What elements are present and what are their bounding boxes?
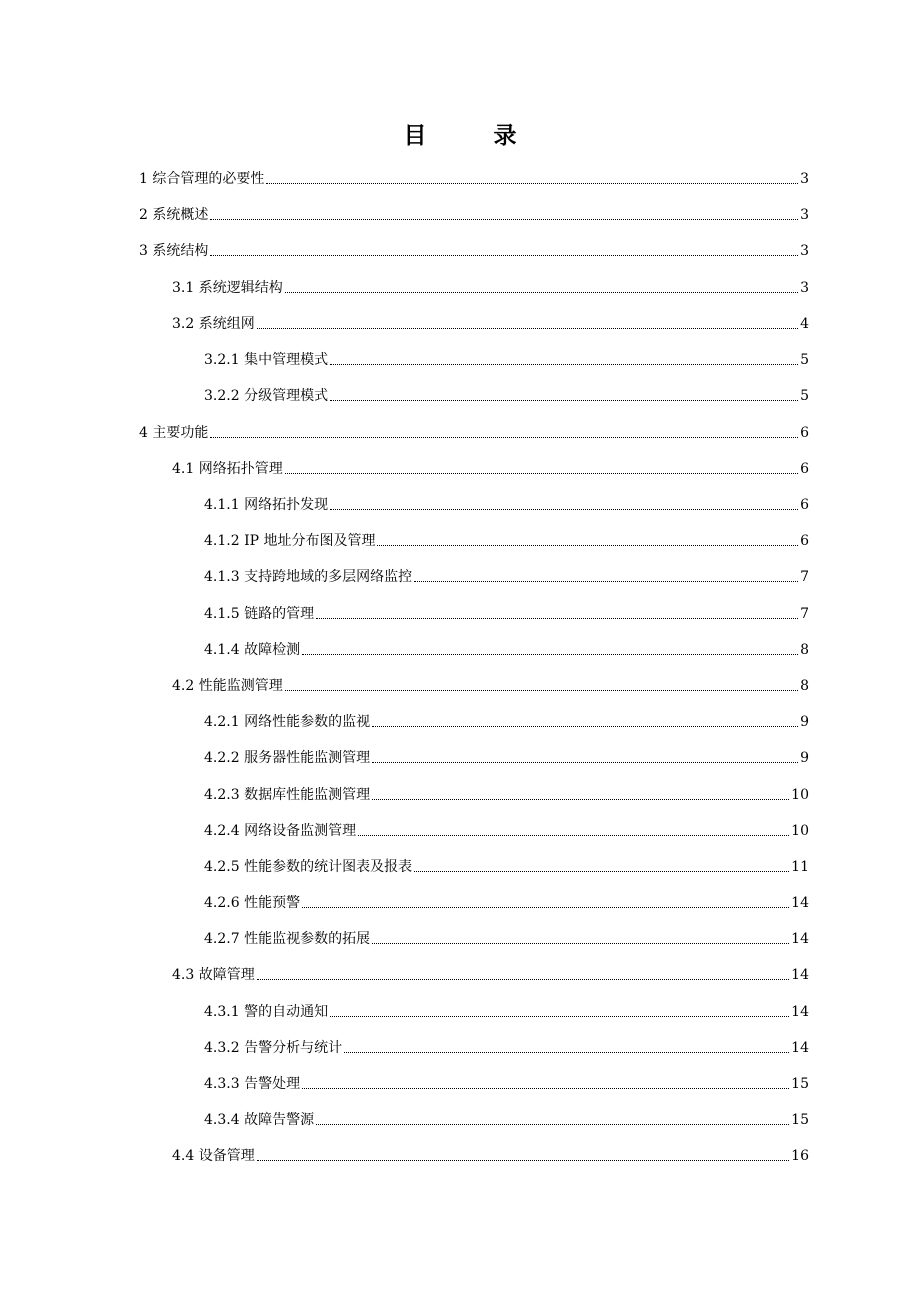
toc-entry[interactable]	[139, 240, 809, 262]
toc-entry[interactable]	[172, 1145, 809, 1167]
toc-entry-label: 4.3 故障管理	[172, 967, 255, 983]
toc-leader-dots	[372, 762, 798, 763]
toc-entry-label: 4.2 性能监测管理	[172, 678, 283, 694]
toc-entry-label: 4.1.2 IP 地址分布图及管理	[204, 533, 376, 549]
toc-entry-label: 1 综合管理的必要性	[139, 171, 265, 187]
toc-entry[interactable]	[204, 928, 809, 950]
toc-leader-dots	[316, 618, 798, 619]
toc-leader-dots	[330, 1016, 789, 1017]
toc-entry[interactable]	[204, 494, 809, 516]
toc-leader-dots	[302, 1088, 789, 1089]
toc-entry[interactable]	[204, 1037, 809, 1059]
toc-leader-dots	[285, 690, 798, 691]
toc-entry-page: 15	[791, 1076, 809, 1092]
toc-entry-page: 3	[800, 243, 809, 259]
toc-entry-page: 11	[791, 859, 809, 875]
toc-entry[interactable]	[139, 422, 809, 444]
toc-entry-label: 4.2.7 性能监视参数的拓展	[204, 931, 371, 947]
toc-entry-page: 5	[800, 352, 809, 368]
toc-entry-page: 9	[800, 714, 809, 730]
toc-leader-dots	[316, 1124, 789, 1125]
toc-entry[interactable]	[172, 964, 809, 986]
toc-entry-page: 14	[791, 967, 809, 983]
toc-entry-label: 3.2 系统组网	[172, 316, 255, 332]
toc-leader-dots	[330, 509, 798, 510]
toc-entry-page: 6	[800, 533, 809, 549]
toc-entry-label: 4.3.2 告警分析与统计	[204, 1040, 343, 1056]
toc-entry-page: 6	[800, 497, 809, 513]
toc-entry[interactable]	[204, 349, 809, 371]
toc-entry[interactable]	[204, 892, 809, 914]
toc-leader-dots	[285, 473, 798, 474]
toc-leader-dots	[257, 1160, 789, 1161]
toc-entry-page: 3	[800, 207, 809, 223]
toc-leader-dots	[302, 907, 789, 908]
toc-entry[interactable]	[204, 530, 809, 552]
toc-entry[interactable]	[204, 603, 809, 625]
toc-leader-dots	[210, 219, 798, 220]
toc-leader-dots	[210, 255, 798, 256]
toc-entry-page: 16	[791, 1148, 809, 1164]
toc-entry-page: 14	[791, 1004, 809, 1020]
toc-entry-label: 4.2.3 数据库性能监测管理	[204, 787, 371, 803]
toc-leader-dots	[302, 654, 798, 655]
toc-entry-page: 14	[791, 895, 809, 911]
toc-entry-label: 4.4 设备管理	[172, 1148, 255, 1164]
toc-entry[interactable]	[204, 747, 809, 769]
toc-entry-page: 5	[800, 388, 809, 404]
toc-leader-dots	[377, 545, 798, 546]
toc-entry[interactable]	[172, 277, 809, 299]
toc-entry-label: 4.2.5 性能参数的统计图表及报表	[204, 859, 413, 875]
toc-leader-dots	[285, 292, 798, 293]
toc-entry-page: 6	[800, 425, 809, 441]
toc-entry-label: 4.1.1 网络拓扑发现	[204, 497, 329, 513]
toc-entry[interactable]	[204, 1001, 809, 1023]
toc-leader-dots	[344, 1052, 789, 1053]
toc-entry-page: 14	[791, 931, 809, 947]
toc-entry-page: 10	[791, 823, 809, 839]
toc-entry-page: 7	[800, 569, 809, 585]
toc-entry-label: 4.2.4 网络设备监测管理	[204, 823, 357, 839]
toc-entry-label: 4.3.1 警的自动通知	[204, 1004, 329, 1020]
toc-entry-page: 14	[791, 1040, 809, 1056]
toc-leader-dots	[358, 835, 789, 836]
toc-leader-dots	[330, 364, 798, 365]
toc-leader-dots	[257, 328, 798, 329]
toc-entry-label: 4.1.5 链路的管理	[204, 606, 315, 622]
toc-entry-page: 15	[791, 1112, 809, 1128]
toc-leader-dots	[414, 871, 789, 872]
toc-entry-label: 4.1 网络拓扑管理	[172, 461, 283, 477]
toc-entry-page: 4	[800, 316, 809, 332]
toc-entry-page: 3	[800, 171, 809, 187]
page-title: 目 录	[403, 122, 539, 149]
toc-entry-label: 4.2.2 服务器性能监测管理	[204, 750, 371, 766]
toc-entry[interactable]	[204, 639, 809, 661]
toc-entry-page: 8	[800, 642, 809, 658]
toc-entry-page: 3	[800, 280, 809, 296]
toc-leader-dots	[414, 581, 798, 582]
toc-entry[interactable]	[172, 313, 809, 335]
toc-leader-dots	[266, 183, 798, 184]
toc-entry[interactable]	[139, 204, 809, 226]
toc-entry-label: 3.2.1 集中管理模式	[204, 352, 329, 368]
toc-entry-page: 9	[800, 750, 809, 766]
toc-leader-dots	[372, 799, 789, 800]
toc-entry[interactable]	[204, 1109, 809, 1131]
toc-entry[interactable]	[204, 566, 809, 588]
toc-leader-dots	[257, 979, 789, 980]
toc-entry-label: 4 主要功能	[139, 425, 209, 441]
toc-entry[interactable]	[172, 458, 809, 480]
toc-entry-label: 4.3.3 告警处理	[204, 1076, 301, 1092]
toc-entry[interactable]	[204, 385, 809, 407]
toc-entry-page: 10	[791, 787, 809, 803]
toc-entry-label: 4.3.4 故障告警源	[204, 1112, 315, 1128]
toc-entry[interactable]	[204, 856, 809, 878]
toc-entry[interactable]	[172, 675, 809, 697]
toc-entry[interactable]	[204, 820, 809, 842]
toc-entry[interactable]	[204, 1073, 809, 1095]
toc-entry[interactable]	[139, 168, 809, 190]
toc-entry-label: 4.2.6 性能预警	[204, 895, 301, 911]
toc-leader-dots	[372, 943, 789, 944]
toc-entry-label: 2 系统概述	[139, 207, 209, 223]
toc-entry-label: 3.2.2 分级管理模式	[204, 388, 329, 404]
toc-entry-label: 4.2.1 网络性能参数的监视	[204, 714, 371, 730]
toc-entry-page: 6	[800, 461, 809, 477]
toc-entry-label: 4.1.3 支持跨地域的多层网络监控	[204, 569, 413, 585]
toc-entry[interactable]	[204, 784, 809, 806]
toc-entry-page: 7	[800, 606, 809, 622]
toc-leader-dots	[210, 437, 798, 438]
toc-leader-dots	[330, 400, 798, 401]
toc-entry-label: 3.1 系统逻辑结构	[172, 280, 283, 296]
toc-entry-label: 4.1.4 故障检测	[204, 642, 301, 658]
toc-entry-label: 3 系统结构	[139, 243, 209, 259]
toc-entry[interactable]	[204, 711, 809, 733]
toc-entry-page: 8	[800, 678, 809, 694]
toc-leader-dots	[372, 726, 798, 727]
